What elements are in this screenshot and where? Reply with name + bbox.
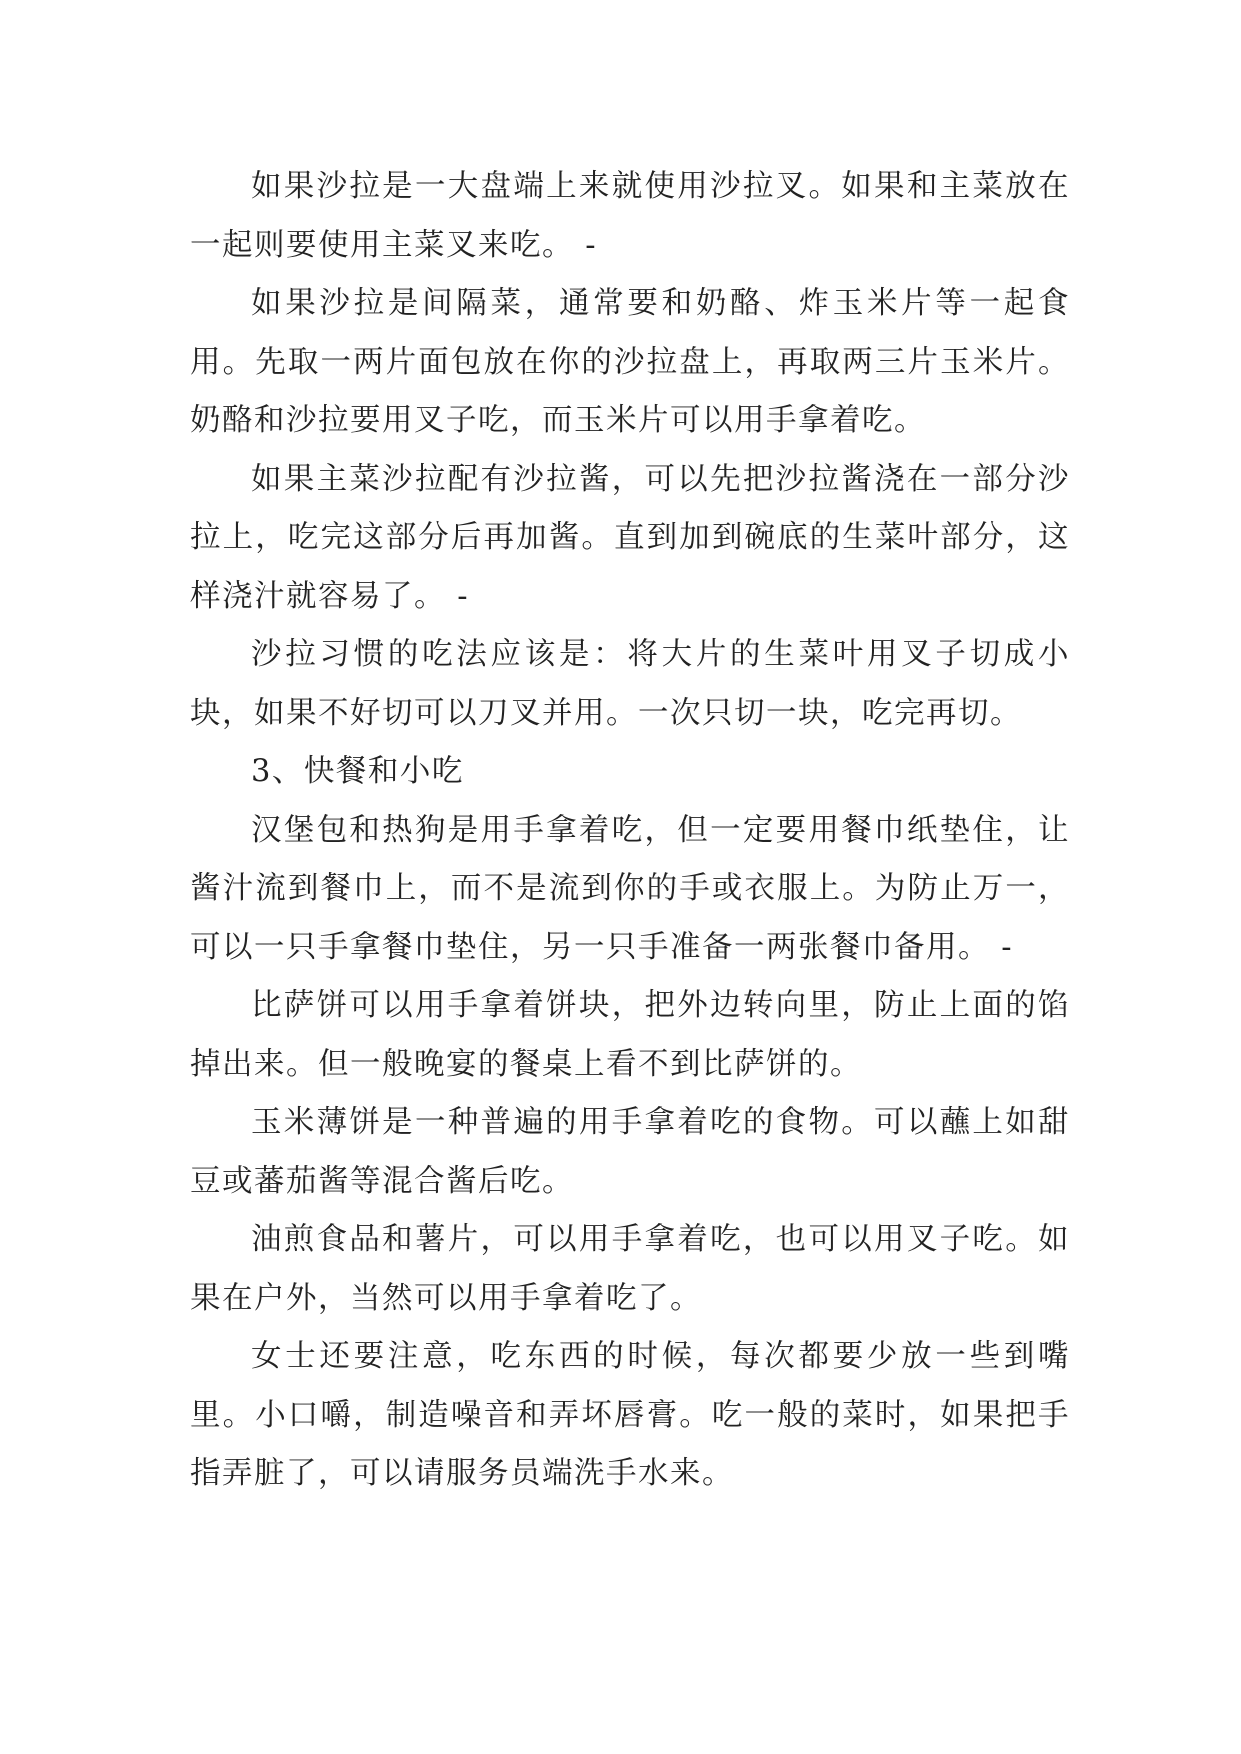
- paragraph-pizza: 比萨饼可以用手拿着饼块，把外边转向里，防止上面的馅掉出来。但一般晚宴的餐桌上看不到比萨饼的。: [190, 988, 1070, 1082]
- body-text: [190, 158, 1070, 1504]
- paragraph-hamburger: 汉堡包和热狗是用手拿着吃，但一定要用餐巾纸垫住，让酱汁流到餐巾上，而不是流到你的手或衣服上。为防止万一，可以一只手拿餐巾垫住，另一只手准备一两张餐巾备用。 -: [190, 812, 1070, 965]
- section-heading-fastfood: 3、快餐和小吃: [251, 754, 464, 789]
- paragraph-ladies-note: 女士还要注意，吃东西的时候，每次都要少放一些到嘴里。小口嚼，制造噪音和弄坏唇膏。吃一般的菜时，如果把手指弄脏了，可以请服务员端洗手水来。: [190, 1339, 1070, 1491]
- paragraph-salad-eating: 沙拉习惯的吃法应该是：将大片的生菜叶用叉子切成小块，如果不好切可以刀叉并用。一次只切一块，吃完再切。: [190, 637, 1070, 731]
- paragraph-salad-fork: 如果沙拉是一大盘端上来就使用沙拉叉。如果和主菜放在一起则要使用主菜叉来吃。 -: [190, 169, 1070, 263]
- paragraph-fried-food: 油煎食品和薯片，可以用手拿着吃，也可以用叉子吃。如果在户外，当然可以用手拿着吃了。: [190, 1222, 1070, 1316]
- paragraph-salad-interval: 如果沙拉是间隔菜，通常要和奶酪、炸玉米片等一起食用。先取一两片面包放在你的沙拉盘上，再取两三片玉米片。奶酪和沙拉要用叉子吃，而玉米片可以用手拿着吃。: [190, 286, 1070, 438]
- paragraph-salad-dressing: 如果主菜沙拉配有沙拉酱，可以先把沙拉酱浇在一部分沙拉上，吃完这部分后再加酱。直到加到碗底的生菜叶部分，这样浇汁就容易了。 -: [190, 461, 1070, 614]
- paragraph-tortilla: 玉米薄饼是一种普遍的用手拿着吃的食物。可以蘸上如甜豆或蕃茄酱等混合酱后吃。: [190, 1105, 1070, 1199]
